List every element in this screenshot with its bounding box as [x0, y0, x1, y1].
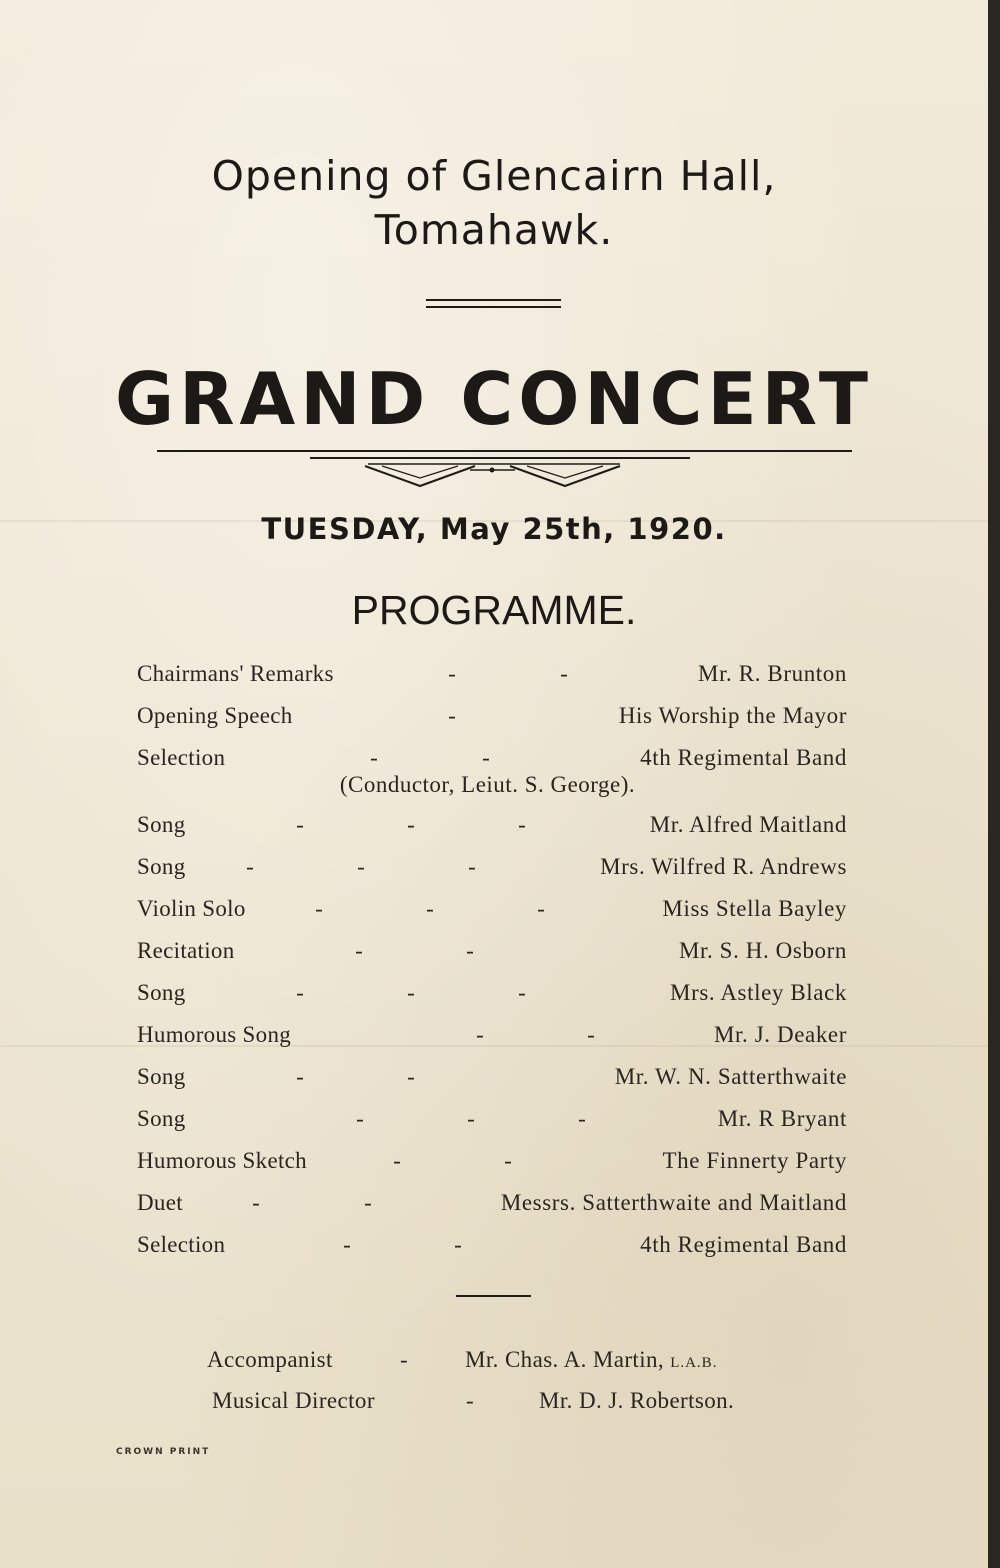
programme-item: Selection [137, 745, 226, 770]
programme-heading: PROGRAMME. [351, 587, 637, 633]
leader-dash: - [407, 812, 415, 837]
leader-dash: - [246, 854, 254, 879]
programme-item: Opening Speech [137, 703, 293, 728]
double-rule-top [426, 299, 561, 301]
programme-performer: Mr. R. Brunton [698, 661, 847, 686]
leader-dash: - [560, 661, 568, 686]
programme-item: Humorous Sketch [137, 1148, 307, 1173]
ornament-divider [310, 452, 690, 492]
programme-row [0, 811, 988, 839]
programme-performer: 4th Regimental Band [640, 745, 847, 770]
programme-row [0, 744, 988, 772]
grand-concert-title: GRAND CONCERT [115, 357, 873, 441]
programme-item: Duet [137, 1190, 183, 1215]
leader-dash: - [400, 1347, 409, 1372]
programme-item: Selection [137, 1232, 226, 1257]
section-rule [456, 1295, 531, 1297]
leader-dash: - [504, 1148, 512, 1173]
programme-performer: Mrs. Astley Black [670, 980, 847, 1005]
leader-dash: - [482, 745, 490, 770]
accompanist-label: Accompanist [207, 1347, 333, 1372]
programme-row [0, 937, 988, 965]
programme-item: Violin Solo [137, 896, 246, 921]
leader-dash: - [448, 661, 456, 686]
leader-dash: - [356, 1106, 364, 1131]
programme-performer: 4th Regimental Band [640, 1232, 847, 1257]
concert-date: TUESDAY, May 25th, 1920. [261, 512, 727, 546]
programme-row [0, 1063, 988, 1091]
programme-row [0, 660, 988, 688]
leader-dash: - [296, 1064, 304, 1089]
programme-item: Song [137, 1106, 186, 1131]
leader-dash: - [587, 1022, 595, 1047]
printer-imprint: CROWN PRINT [116, 1447, 211, 1457]
leader-dash: - [578, 1106, 586, 1131]
leader-dash: - [355, 938, 363, 963]
accompanist-name-text: Mr. Chas. A. Martin, [465, 1347, 665, 1372]
programme-performer: Mr. J. Deaker [714, 1022, 847, 1047]
leader-dash: - [407, 980, 415, 1005]
programme-performer: Messrs. Satterthwaite and Maitland [500, 1190, 847, 1215]
programme-performer: Mrs. Wilfred R. Andrews [600, 854, 847, 879]
programme-item: Song [137, 980, 186, 1005]
programme-performer: Mr. W. N. Satterthwaite [614, 1064, 847, 1089]
programme-item: Song [137, 812, 186, 837]
hall-opening-heading: Opening of Glencairn Hall, [211, 152, 777, 200]
programme-performer: Mr. Alfred Maitland [649, 812, 847, 837]
programme-item: Song [137, 854, 186, 879]
programme-row [0, 702, 988, 730]
programme-row [0, 1021, 988, 1049]
location-heading: Tomahawk. [374, 206, 614, 254]
programme-performer: Miss Stella Bayley [662, 896, 847, 921]
leader-dash: - [252, 1190, 260, 1215]
leader-dash: - [370, 745, 378, 770]
programme-performer: The Finnerty Party [662, 1148, 847, 1173]
programme-row [0, 853, 988, 881]
leader-dash: - [454, 1232, 462, 1257]
leader-dash: - [296, 812, 304, 837]
leader-dash: - [426, 896, 434, 921]
leader-dash: - [518, 980, 526, 1005]
leader-dash: - [518, 812, 526, 837]
leader-dash: - [448, 703, 456, 728]
leader-dash: - [393, 1148, 401, 1173]
programme-item: Recitation [137, 938, 235, 963]
leader-dash: - [467, 1106, 475, 1131]
programme-performer: Mr. R Bryant [717, 1106, 847, 1131]
musical-director-label: Musical Director [212, 1388, 375, 1413]
accompanist-name [465, 1346, 717, 1374]
leader-dash: - [357, 854, 365, 879]
programme-performer: Mr. S. H. Osborn [678, 938, 847, 963]
leader-dash: - [343, 1232, 351, 1257]
programme-row [0, 979, 988, 1007]
conductor-note: (Conductor, Leiut. S. George). [339, 772, 636, 797]
programme-row [0, 895, 988, 923]
leader-dash: - [364, 1190, 372, 1215]
leader-dash: - [296, 980, 304, 1005]
programme-item: Chairmans' Remarks [137, 661, 334, 686]
musical-director-name: Mr. D. J. Robertson. [539, 1388, 735, 1413]
leader-dash: - [466, 938, 474, 963]
leader-dash: - [476, 1022, 484, 1047]
double-rule-bottom [426, 306, 561, 308]
programme-row [0, 1105, 988, 1133]
leader-dash: - [466, 1388, 475, 1413]
leader-dash: - [407, 1064, 415, 1089]
programme-item: Humorous Song [137, 1022, 292, 1047]
programme-row [0, 1189, 988, 1217]
leader-dash: - [468, 854, 476, 879]
programme-item: Song [137, 1064, 186, 1089]
programme-row [0, 1231, 988, 1259]
accompanist-qualification: L.A.B. [670, 1355, 718, 1371]
programme-row [0, 1147, 988, 1175]
programme-performer: His Worship the Mayor [618, 703, 847, 728]
leader-dash: - [537, 896, 545, 921]
leader-dash: - [315, 896, 323, 921]
